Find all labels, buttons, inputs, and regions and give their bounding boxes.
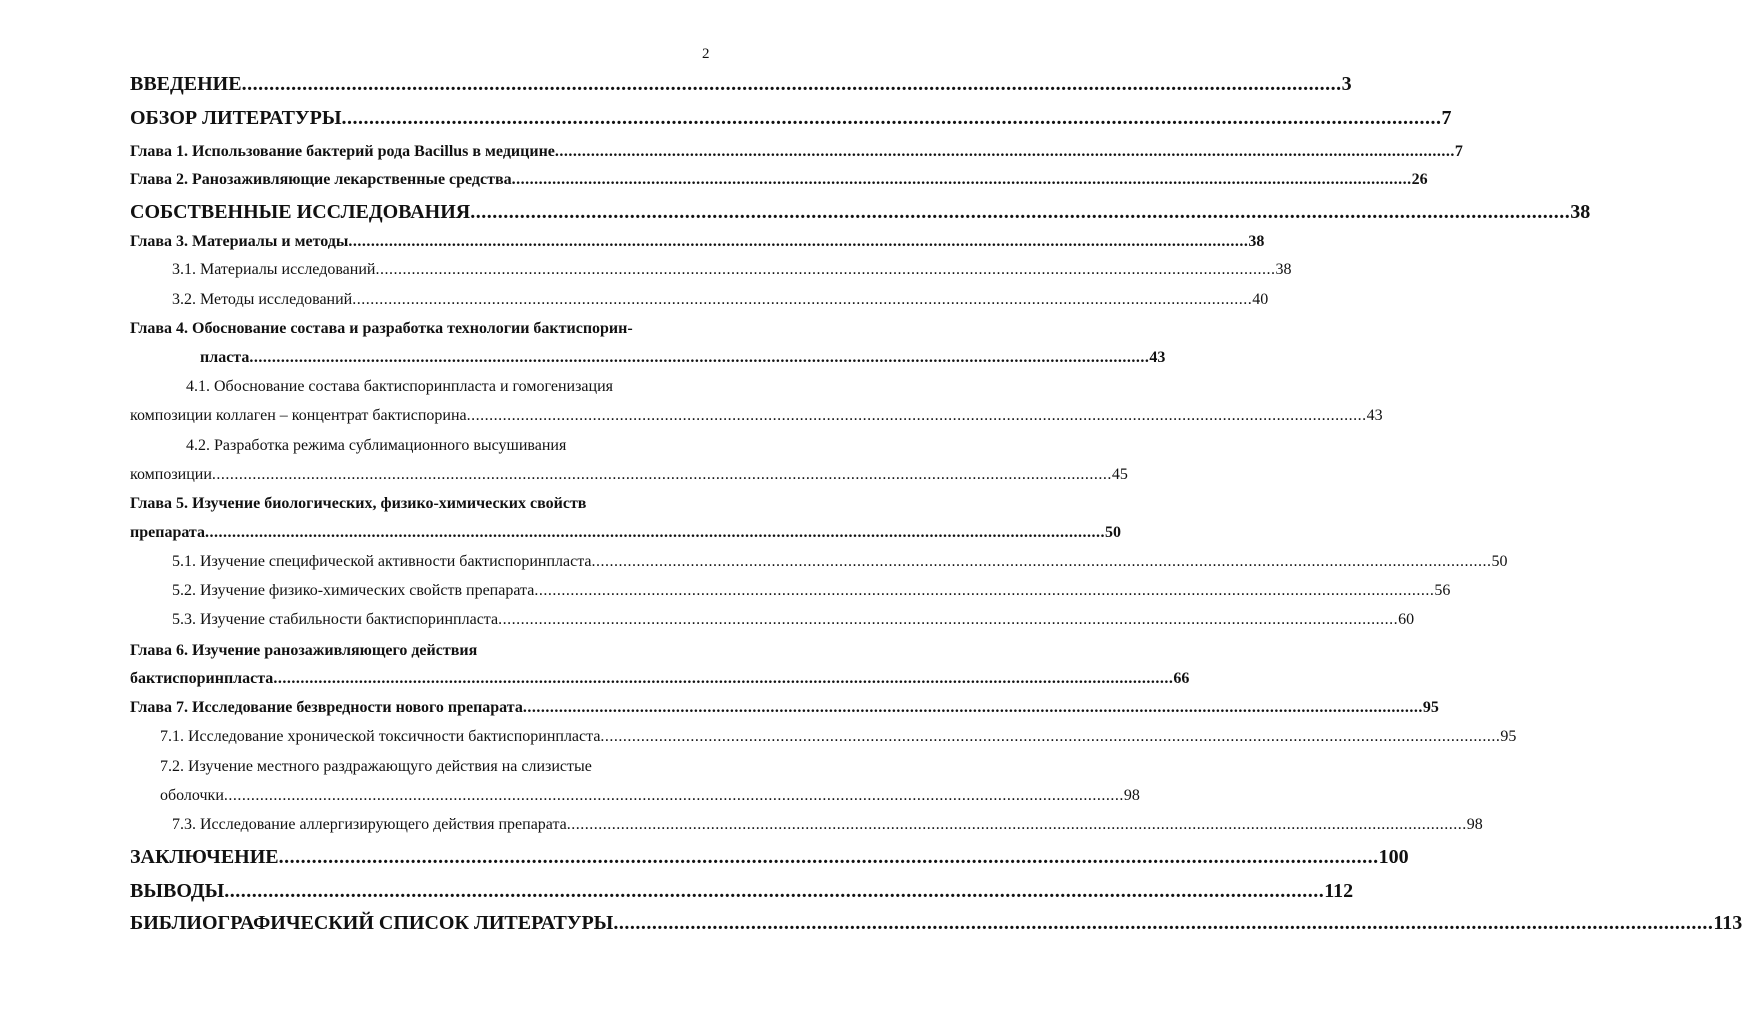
toc-entry [172, 261, 1292, 278]
toc-entry-title: ЗАКЛЮЧЕНИЕ [130, 846, 279, 868]
toc-leader-dots: ........................................................................................................................................................................................................ [566, 816, 1467, 833]
toc-entry [130, 496, 586, 512]
toc-entry-title: 7.1. Исследование хронической токсичности бактиспоринпласта [160, 728, 601, 745]
toc-leader-dots: ........................................................................................................................................................................................................ [223, 787, 1124, 804]
toc-entry-page: 56 [1434, 582, 1451, 599]
toc-entry [130, 143, 1463, 160]
toc-leader-dots: ........................................................................................................................................................................................................ [511, 171, 1412, 188]
toc-entry-page: 26 [1411, 171, 1428, 188]
toc-entry-page: 60 [1398, 611, 1415, 628]
toc-entry [172, 553, 1508, 570]
toc-entry [130, 524, 1121, 541]
toc-leader-dots: ........................................................................................................................................................................................................ [534, 582, 1435, 599]
toc-leader-dots: ........................................................................................................................................................................................................ [498, 611, 1399, 628]
toc-entry [130, 233, 1265, 250]
toc-entry-page: 43 [1149, 349, 1166, 366]
toc-entry [130, 407, 1383, 424]
toc-entry-title: бактиспоринпласта [130, 670, 274, 687]
toc-entry-title: Глава 6. Изучение ранозаживляющего действия [130, 642, 478, 659]
page-number: 2 [702, 46, 710, 62]
toc-entry [130, 466, 1128, 483]
toc-entry-title: 3.2. Методы исследований [172, 291, 353, 308]
toc-leader-dots: ........................................................................................................................................................................................................ [204, 524, 1105, 541]
toc-entry-title: Глава 1. Использование бактерий рода Bacillus в медицине [130, 143, 555, 160]
toc-entry-title: СОБСТВЕННЫЕ ИССЛЕДОВАНИЯ [130, 201, 471, 223]
toc-leader-dots: ........................................................................................................................................................................................................ [522, 699, 1423, 716]
toc-entry-title: 5.3. Изучение стабильности бактиспоринпласта [172, 611, 499, 628]
toc-entry [130, 643, 477, 659]
toc-entry-title: Глава 5. Изучение биологических, физико-химических свойств [130, 495, 587, 512]
toc-entry-title: 5.2. Изучение физико-химических свойств препарата [172, 582, 535, 599]
toc-leader-dots: ........................................................................................................................................................................................................ [352, 291, 1253, 308]
toc-entry [130, 107, 1452, 129]
toc-entry-page: 38 [1248, 233, 1265, 250]
toc-leader-dots: ........................................................................................................................................................................................................ [613, 912, 1714, 934]
toc-entry [130, 670, 1190, 687]
toc-leader-dots: ........................................................................................................................................................................................................ [211, 466, 1112, 483]
toc-entry [172, 611, 1415, 628]
toc-entry-page: 38 [1275, 261, 1292, 278]
toc-entry-title: ОБЗОР ЛИТЕРАТУРЫ [130, 107, 342, 129]
toc-leader-dots: ........................................................................................................................................................................................................ [348, 233, 1249, 250]
toc-leader-dots: ........................................................................................................................................................................................................ [466, 407, 1367, 424]
toc-entry [160, 787, 1140, 804]
toc-entry [130, 73, 1352, 95]
toc-entry-title: пласта [200, 349, 250, 366]
toc-leader-dots: ........................................................................................................................................................................................................ [375, 261, 1276, 278]
toc-entry-page: 98 [1466, 816, 1483, 833]
toc-entry [172, 816, 1483, 833]
toc-leader-dots: ........................................................................................................................................................................................................ [470, 201, 1571, 223]
toc-entry [186, 379, 613, 395]
toc-entry-page: 3 [1341, 73, 1352, 95]
toc-entry [186, 438, 566, 454]
toc-entry-page: 43 [1366, 407, 1383, 424]
toc-entry [130, 912, 1742, 934]
toc-entry [200, 349, 1166, 366]
toc-leader-dots: ........................................................................................................................................................................................................ [224, 880, 1325, 902]
toc-entry [160, 728, 1517, 745]
toc-entry-page: 38 [1570, 201, 1591, 223]
toc-entry-title: ВЫВОДЫ [130, 880, 225, 902]
toc-leader-dots: ........................................................................................................................................................................................................ [273, 670, 1174, 687]
toc-entry-title: 4.1. Обоснование состава бактиспоринпласта и гомогенизация [186, 378, 613, 395]
toc-entry-title: 7.3. Исследование аллергизирующего действия препарата [172, 816, 567, 833]
toc-leader-dots: ........................................................................................................................................................................................................ [341, 107, 1442, 129]
toc-entry [130, 880, 1354, 902]
toc-entry [172, 291, 1269, 308]
toc-entry-title: ВВЕДЕНИЕ [130, 73, 242, 95]
toc-entry-title: Глава 2. Ранозаживляющие лекарственные средства [130, 171, 512, 188]
toc-entry [130, 201, 1591, 223]
toc-leader-dots: ........................................................................................................................................................................................................ [249, 349, 1150, 366]
toc-entry [130, 171, 1428, 188]
toc-entry-title: Глава 4. Обоснование состава и разработка технологии бактиспорин- [130, 320, 633, 337]
toc-entry-title: 7.2. Изучение местного раздражающуго действия на слизистые [160, 758, 592, 775]
toc-entry-page: 112 [1324, 880, 1354, 902]
toc-entry-page: 100 [1378, 846, 1409, 868]
toc-entry [160, 759, 592, 775]
toc-entry-title: Глава 3. Материалы и методы [130, 233, 349, 250]
toc-entry-page: 113 [1713, 912, 1742, 934]
toc-entry [172, 582, 1451, 599]
toc-leader-dots: ........................................................................................................................................................................................................ [591, 553, 1492, 570]
toc-entry-title: 5.1. Изучение специфической активности бактиспоринпласта [172, 553, 592, 570]
toc-entry-page: 95 [1500, 728, 1517, 745]
toc-entry [130, 321, 633, 337]
toc-entry-page: 7 [1454, 143, 1463, 160]
toc-entry-page: 98 [1123, 787, 1140, 804]
toc-entry-title: 3.1. Материалы исследований [172, 261, 376, 278]
toc-entry-title: композиции коллаген – концентрат бактиспорина [130, 407, 467, 424]
toc-entry-page: 40 [1252, 291, 1269, 308]
toc-leader-dots: ........................................................................................................................................................................................................ [554, 143, 1455, 160]
toc-leader-dots: ........................................................................................................................................................................................................ [600, 728, 1501, 745]
toc-entry-title: Глава 7. Исследование безвредности нового препарата [130, 699, 523, 716]
toc-entry-page: 50 [1104, 524, 1121, 541]
toc-entry-page: 95 [1422, 699, 1439, 716]
toc-entry-title: 4.2. Разработка режима сублимационного высушивания [186, 437, 567, 454]
toc-leader-dots: ........................................................................................................................................................................................................ [241, 73, 1342, 95]
toc-entry-page: 7 [1441, 107, 1452, 129]
toc-entry-title: препарата [130, 524, 205, 541]
toc-entry [130, 699, 1439, 716]
toc-entry-title: БИБЛИОГРАФИЧЕСКИЙ СПИСОК ЛИТЕРАТУРЫ [130, 912, 614, 934]
toc-entry [130, 846, 1409, 868]
toc-entry-title: оболочки [160, 787, 224, 804]
toc-entry-title: композиции [130, 466, 212, 483]
toc-entry-page: 45 [1111, 466, 1128, 483]
toc-entry-page: 66 [1173, 670, 1190, 687]
toc-entry-page: 50 [1491, 553, 1508, 570]
toc-leader-dots: ........................................................................................................................................................................................................ [278, 846, 1379, 868]
